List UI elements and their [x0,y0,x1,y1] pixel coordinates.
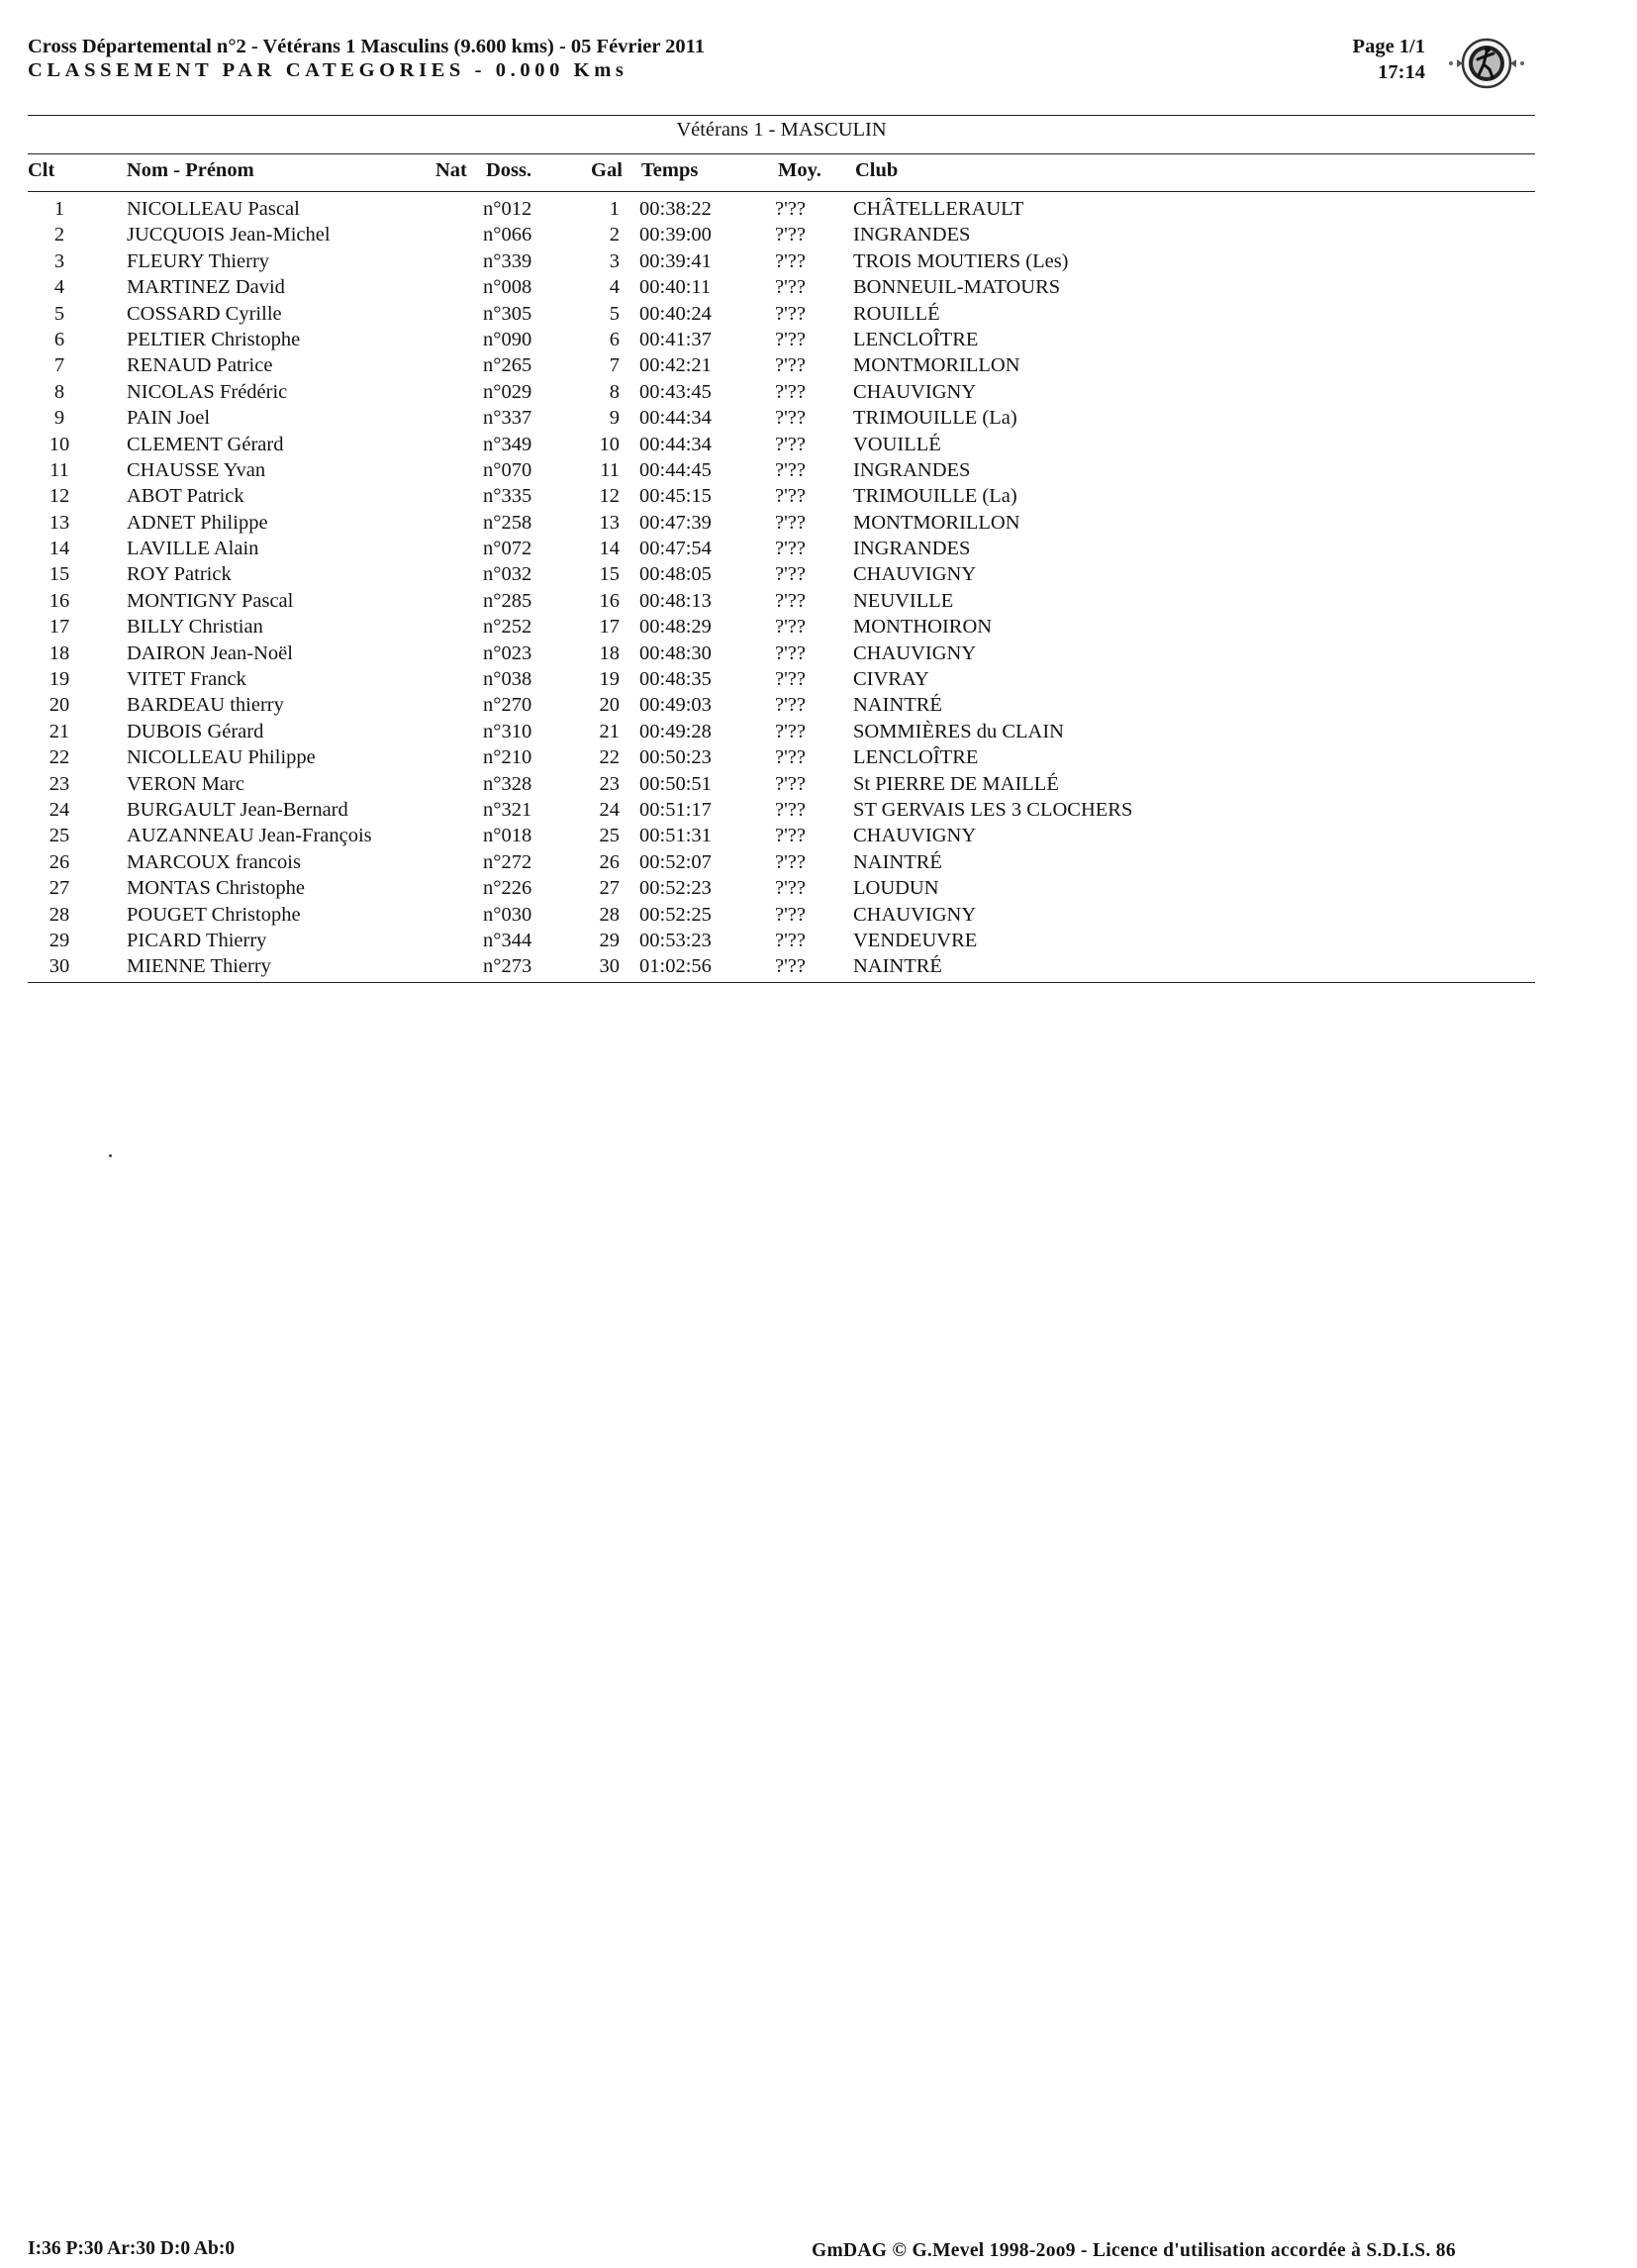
average-cell: ?'?? [775,485,806,508]
name-cell: FLEURY Thierry [127,249,270,272]
table-row [0,614,1637,640]
general-rank-cell: 24 [599,798,620,821]
name-cell: BILLY Christian [127,616,263,639]
table-row [0,327,1637,352]
club-cell: TRIMOUILLE (La) [853,407,1017,430]
rank-cell: 15 [48,563,70,586]
name-cell: RENAUD Patrice [127,354,273,377]
results-table [0,196,1637,980]
club-cell: NEUVILLE [853,589,954,612]
name-cell: ADNET Philippe [127,511,268,534]
average-cell: ?'?? [775,198,806,220]
general-rank-cell: 18 [599,641,620,664]
rank-cell: 29 [48,929,70,951]
time-cell: 00:47:39 [639,511,712,534]
general-rank-cell: 9 [609,407,620,430]
general-rank-cell: 25 [599,825,620,847]
bib-cell: n°273 [483,955,532,978]
table-row [0,666,1637,692]
time-cell: 00:52:23 [639,877,712,900]
name-cell: PELTIER Christophe [127,328,301,350]
average-cell: ?'?? [775,302,806,325]
general-rank-cell: 21 [599,720,620,742]
table-row [0,588,1637,614]
time-cell: 00:47:54 [639,538,712,560]
bib-cell: n°321 [483,798,532,821]
average-cell: ?'?? [775,825,806,847]
general-rank-cell: 16 [599,589,620,612]
name-cell: CLEMENT Gérard [127,433,284,455]
time-cell: 00:50:23 [639,746,712,769]
time-cell: 00:42:21 [639,354,712,377]
average-cell: ?'?? [775,720,806,742]
document-title: Cross Départemental n°2 - Vétérans 1 Masculins (9.600 kms) - 05 Février 2011 [28,36,706,57]
table-row [0,771,1637,797]
table-row [0,692,1637,718]
general-rank-cell: 15 [599,563,620,586]
time-cell: 00:49:03 [639,694,712,717]
average-cell: ?'?? [775,354,806,377]
bib-cell: n°023 [483,641,532,664]
rank-cell: 27 [48,877,70,900]
table-row [0,797,1637,823]
club-cell: CHAUVIGNY [853,641,977,664]
time-cell: 00:52:07 [639,850,712,873]
club-cell: CHAUVIGNY [853,825,977,847]
general-rank-cell: 4 [609,276,620,299]
rank-cell: 12 [48,485,70,508]
time-cell: 00:48:30 [639,641,712,664]
column-header-clt: Clt [28,159,55,181]
rank-cell: 3 [53,249,65,272]
rank-cell: 10 [48,433,70,455]
bib-cell: n°090 [483,328,532,350]
club-cell: St PIERRE DE MAILLÉ [853,772,1059,795]
page-number: Page 1/1 [1352,36,1425,57]
time-cell: 00:38:22 [639,198,712,220]
average-cell: ?'?? [775,563,806,586]
time-cell: 00:48:05 [639,563,712,586]
general-rank-cell: 19 [599,668,620,691]
time-cell: 00:45:15 [639,485,712,508]
name-cell: VITET Franck [127,668,246,691]
column-header-temps: Temps [641,159,699,181]
average-cell: ?'?? [775,850,806,873]
general-rank-cell: 29 [599,929,620,951]
bib-cell: n°335 [483,485,532,508]
column-header-name: Nom - Prénom [127,159,254,181]
average-cell: ?'?? [775,589,806,612]
club-cell: LENCLOÎTRE [853,328,979,350]
general-rank-cell: 5 [609,302,620,325]
general-rank-cell: 6 [609,328,620,350]
club-cell: NAINTRÉ [853,850,942,873]
name-cell: MARTINEZ David [127,276,285,299]
average-cell: ?'?? [775,929,806,951]
rank-cell: 4 [53,276,65,299]
time-cell: 00:48:35 [639,668,712,691]
name-cell: CHAUSSE Yvan [127,458,266,481]
table-row [0,510,1637,536]
print-time: 17:14 [1378,61,1425,83]
table-row [0,352,1637,378]
time-cell: 00:50:51 [639,772,712,795]
time-cell: 00:40:11 [639,276,712,299]
table-row [0,432,1637,457]
table-row [0,875,1637,901]
rank-cell: 19 [48,668,70,691]
general-rank-cell: 12 [599,485,620,508]
average-cell: ?'?? [775,668,806,691]
club-cell: ROUILLÉ [853,302,940,325]
table-row [0,405,1637,431]
name-cell: DUBOIS Gérard [127,720,264,742]
general-rank-cell: 20 [599,694,620,717]
table-row [0,953,1637,979]
table-row [0,222,1637,247]
bib-cell: n°344 [483,929,532,951]
bib-cell: n°070 [483,458,532,481]
average-cell: ?'?? [775,380,806,403]
table-row [0,928,1637,953]
column-header-gal: Gal [591,159,623,181]
average-cell: ?'?? [775,903,806,926]
general-rank-cell: 30 [599,955,620,978]
header-divider [28,115,1535,116]
rank-cell: 1 [53,198,65,220]
average-cell: ?'?? [775,249,806,272]
name-cell: ABOT Patrick [127,485,244,508]
general-rank-cell: 10 [599,433,620,455]
bib-cell: n°305 [483,302,532,325]
club-cell: INGRANDES [853,224,971,247]
rank-cell: 26 [48,850,70,873]
bib-cell: n°029 [483,380,532,403]
time-cell: 00:48:29 [639,616,712,639]
time-cell: 00:51:31 [639,825,712,847]
rank-cell: 7 [53,354,65,377]
club-cell: NAINTRÉ [853,955,942,978]
column-header-nat: Nat [435,159,467,181]
table-row [0,744,1637,770]
club-cell: VENDEUVRE [853,929,978,951]
bib-cell: n°272 [483,850,532,873]
general-rank-cell: 2 [609,224,620,247]
average-cell: ?'?? [775,746,806,769]
bib-cell: n°030 [483,903,532,926]
name-cell: MONTIGNY Pascal [127,589,294,612]
time-cell: 01:02:56 [639,955,712,978]
rank-cell: 8 [53,380,65,403]
general-rank-cell: 3 [609,249,620,272]
general-rank-cell: 11 [600,458,620,481]
rank-cell: 20 [48,694,70,717]
bib-cell: n°310 [483,720,532,742]
scan-speck [109,1154,112,1157]
bib-cell: n°210 [483,746,532,769]
rank-cell: 24 [48,798,70,821]
bib-cell: n°252 [483,616,532,639]
running-figure-emblem-icon [1437,34,1536,93]
average-cell: ?'?? [775,538,806,560]
rank-cell: 22 [48,746,70,769]
club-cell: BONNEUIL-MATOURS [853,276,1061,299]
club-cell: LOUDUN [853,877,939,900]
rank-cell: 6 [53,328,65,350]
rank-cell: 25 [48,825,70,847]
club-cell: TRIMOUILLE (La) [853,485,1017,508]
name-cell: NICOLLEAU Philippe [127,746,316,769]
time-cell: 00:43:45 [639,380,712,403]
time-cell: 00:52:25 [639,903,712,926]
club-cell: CIVRAY [853,668,929,691]
club-cell: CHAUVIGNY [853,380,977,403]
club-cell: VOUILLÉ [853,433,941,455]
column-header-doss: Doss. [486,159,532,181]
club-cell: INGRANDES [853,538,971,560]
club-cell: INGRANDES [853,458,971,481]
bib-cell: n°339 [483,249,532,272]
name-cell: COSSARD Cyrille [127,302,282,325]
time-cell: 00:44:45 [639,458,712,481]
rank-cell: 30 [48,955,70,978]
footer-stats: I:36 P:30 Ar:30 D:0 Ab:0 [28,2238,236,2259]
table-row [0,719,1637,744]
average-cell: ?'?? [775,458,806,481]
table-row [0,196,1637,222]
name-cell: BURGAULT Jean-Bernard [127,798,348,821]
bib-cell: n°285 [483,589,532,612]
bib-cell: n°008 [483,276,532,299]
table-header-divider [28,191,1535,192]
category-heading: Vétérans 1 - MASCULIN [676,119,887,141]
bib-cell: n°032 [483,563,532,586]
rank-cell: 28 [48,903,70,926]
general-rank-cell: 23 [599,772,620,795]
club-cell: MONTHOIRON [853,616,993,639]
bib-cell: n°072 [483,538,532,560]
category-divider [28,153,1535,154]
club-cell: MONTMORILLON [853,354,1020,377]
bib-cell: n°038 [483,668,532,691]
average-cell: ?'?? [775,276,806,299]
rank-cell: 17 [48,616,70,639]
bib-cell: n°226 [483,877,532,900]
table-row [0,457,1637,483]
general-rank-cell: 17 [599,616,620,639]
bib-cell: n°012 [483,198,532,220]
average-cell: ?'?? [775,694,806,717]
column-header-club: Club [855,159,899,181]
average-cell: ?'?? [775,511,806,534]
average-cell: ?'?? [775,772,806,795]
bib-cell: n°018 [483,825,532,847]
club-cell: ST GERVAIS LES 3 CLOCHERS [853,798,1133,821]
average-cell: ?'?? [775,328,806,350]
rank-cell: 14 [48,538,70,560]
name-cell: MARCOUX francois [127,850,301,873]
average-cell: ?'?? [775,877,806,900]
name-cell: VERON Marc [127,772,244,795]
table-row [0,379,1637,405]
table-row [0,641,1637,666]
name-cell: NICOLAS Frédéric [127,380,288,403]
name-cell: MIENNE Thierry [127,955,271,978]
name-cell: JUCQUOIS Jean-Michel [127,224,331,247]
club-cell: CHAUVIGNY [853,903,977,926]
average-cell: ?'?? [775,407,806,430]
name-cell: PAIN Joel [127,407,211,430]
time-cell: 00:53:23 [639,929,712,951]
general-rank-cell: 28 [599,903,620,926]
time-cell: 00:44:34 [639,433,712,455]
club-cell: MONTMORILLON [853,511,1020,534]
name-cell: PICARD Thierry [127,929,267,951]
average-cell: ?'?? [775,955,806,978]
time-cell: 00:51:17 [639,798,712,821]
rank-cell: 18 [48,641,70,664]
rank-cell: 2 [53,224,65,247]
rank-cell: 23 [48,772,70,795]
general-rank-cell: 14 [599,538,620,560]
general-rank-cell: 1 [609,198,620,220]
name-cell: POUGET Christophe [127,903,301,926]
time-cell: 00:48:13 [639,589,712,612]
rank-cell: 13 [48,511,70,534]
table-row [0,483,1637,509]
time-cell: 00:39:41 [639,249,712,272]
bib-cell: n°265 [483,354,532,377]
bib-cell: n°349 [483,433,532,455]
general-rank-cell: 26 [599,850,620,873]
table-row [0,561,1637,587]
bib-cell: n°270 [483,694,532,717]
table-row [0,849,1637,875]
table-row [0,274,1637,300]
table-row [0,301,1637,327]
bib-cell: n°337 [483,407,532,430]
time-cell: 00:39:00 [639,224,712,247]
general-rank-cell: 8 [609,380,620,403]
bib-cell: n°328 [483,772,532,795]
document-subtitle: CLASSEMENT PAR CATEGORIES - 0.000 Kms [28,59,628,81]
average-cell: ?'?? [775,224,806,247]
time-cell: 00:41:37 [639,328,712,350]
name-cell: MONTAS Christophe [127,877,306,900]
average-cell: ?'?? [775,616,806,639]
club-cell: NAINTRÉ [853,694,942,717]
table-row [0,248,1637,274]
rank-cell: 5 [53,302,65,325]
rank-cell: 21 [48,720,70,742]
name-cell: LAVILLE Alain [127,538,259,560]
club-cell: LENCLOÎTRE [853,746,979,769]
rank-cell: 9 [53,407,65,430]
club-cell: SOMMIÈRES du CLAIN [853,720,1064,742]
average-cell: ?'?? [775,641,806,664]
name-cell: DAIRON Jean-Noël [127,641,293,664]
name-cell: BARDEAU thierry [127,694,284,717]
bib-cell: n°066 [483,224,532,247]
table-row [0,902,1637,928]
time-cell: 00:40:24 [639,302,712,325]
general-rank-cell: 13 [599,511,620,534]
general-rank-cell: 22 [599,746,620,769]
time-cell: 00:49:28 [639,720,712,742]
average-cell: ?'?? [775,798,806,821]
table-row [0,536,1637,561]
footer-credit: GmDAG © G.Mevel 1998-2oo9 - Licence d'utilisation accordée à S.D.I.S. 86 [812,2240,1456,2261]
name-cell: AUZANNEAU Jean-François [127,825,372,847]
table-row [0,823,1637,848]
average-cell: ?'?? [775,433,806,455]
name-cell: ROY Patrick [127,563,232,586]
bib-cell: n°258 [483,511,532,534]
general-rank-cell: 27 [599,877,620,900]
club-cell: TROIS MOUTIERS (Les) [853,249,1069,272]
time-cell: 00:44:34 [639,407,712,430]
name-cell: NICOLLEAU Pascal [127,198,300,220]
table-bottom-divider [28,982,1535,983]
club-cell: CHAUVIGNY [853,563,977,586]
general-rank-cell: 7 [609,354,620,377]
rank-cell: 16 [48,589,70,612]
column-header-moy: Moy. [778,159,821,181]
club-cell: CHÂTELLERAULT [853,198,1024,220]
rank-cell: 11 [49,458,69,481]
